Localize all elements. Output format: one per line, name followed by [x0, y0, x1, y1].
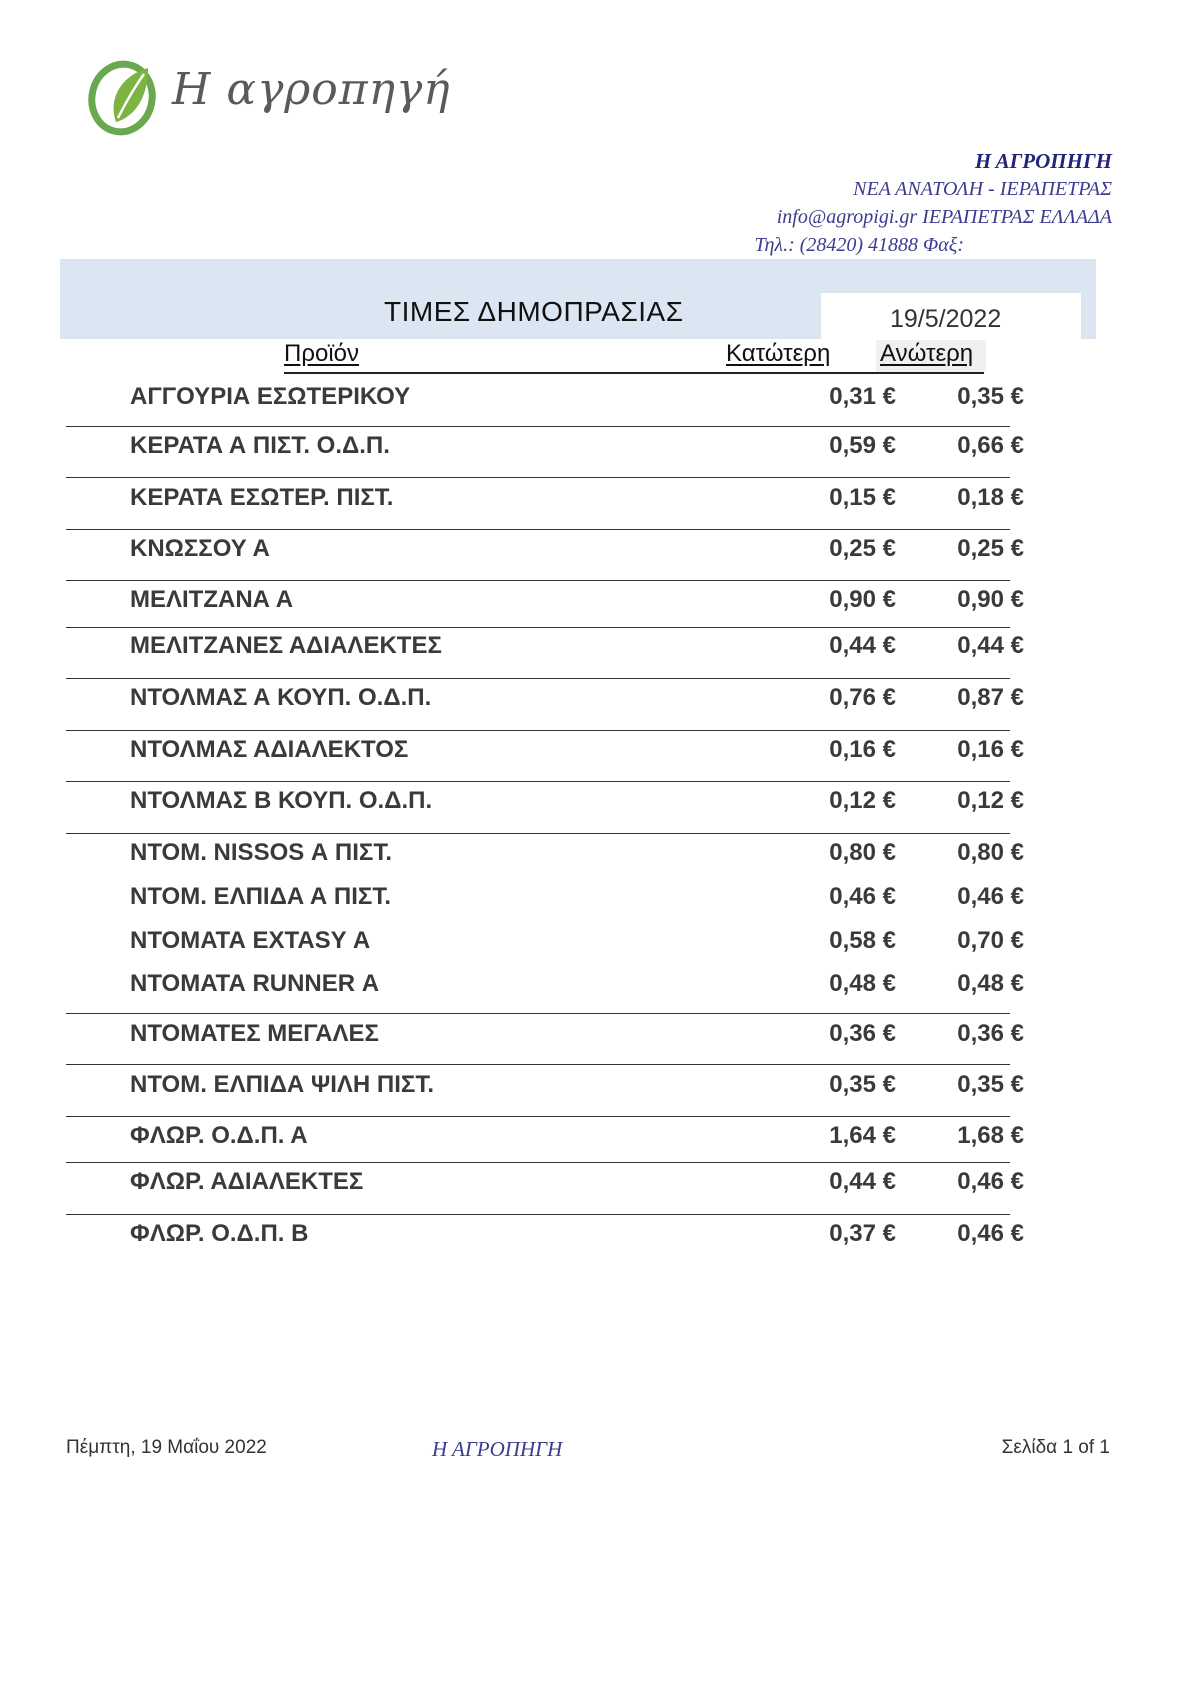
row-divider — [66, 477, 1010, 478]
price-high: 0,66 € — [957, 432, 1024, 459]
table-row — [66, 1020, 1024, 1060]
product-name: ΝΤΟΛΜΑΣ Α ΚΟΥΠ. Ο.Δ.Π. — [130, 684, 432, 711]
product-name: ΝΤΟΜ. ΕΛΠΙΔΑ ΨΙΛΗ ΠΙΣΤ. — [130, 1071, 435, 1098]
table-row — [66, 632, 1024, 672]
price-high: 0,90 € — [957, 586, 1024, 613]
row-divider — [66, 730, 1010, 731]
product-name: ΑΓΓΟΥΡΙΑ ΕΣΩΤΕΡΙΚΟΥ — [130, 383, 411, 410]
table-row — [66, 684, 1024, 724]
table-row — [66, 787, 1024, 827]
product-name: ΝΤΟΛΜΑΣ Β ΚΟΥΠ. Ο.Δ.Π. — [130, 787, 433, 814]
price-low: 0,80 € — [829, 839, 896, 866]
price-low: 0,76 € — [829, 684, 896, 711]
footer-company: Η ΑΓΡΟΠΗΓΗ — [432, 1437, 563, 1461]
price-high: 0,87 € — [957, 684, 1024, 711]
footer-date: Πέμπτη, 19 Μαΐου 2022 — [66, 1437, 267, 1458]
product-name: ΦΛΩΡ. ΑΔΙΑΛΕΚΤΕΣ — [130, 1168, 364, 1195]
product-name: ΦΛΩΡ. Ο.Δ.Π. Α — [130, 1122, 308, 1149]
table-row — [66, 1220, 1024, 1260]
price-low: 0,44 € — [829, 632, 896, 659]
column-header-product: Προϊόν — [284, 340, 360, 367]
table-row — [66, 1168, 1024, 1208]
price-high: 0,46 € — [957, 883, 1024, 910]
row-divider — [66, 1064, 1010, 1065]
price-high: 0,35 € — [957, 1071, 1024, 1098]
company-logo — [86, 52, 451, 152]
row-divider — [66, 833, 1010, 834]
table-row — [66, 484, 1024, 524]
row-divider — [66, 1162, 1010, 1163]
price-high: 0,48 € — [957, 970, 1024, 997]
product-name: ΝΤΟΜ. ΕΛΠΙΔΑ Α ΠΙΣΤ. — [130, 883, 392, 910]
product-name: ΚΕΡΑΤΑ Α ΠΙΣΤ. Ο.Δ.Π. — [130, 432, 390, 459]
table-row — [66, 970, 1024, 1010]
header-underline — [284, 372, 984, 374]
row-divider — [66, 1214, 1010, 1215]
product-name: ΦΛΩΡ. Ο.Δ.Π. Β — [130, 1220, 309, 1247]
price-low: 0,90 € — [829, 586, 896, 613]
company-info — [754, 147, 1112, 259]
price-high: 0,80 € — [957, 839, 1024, 866]
price-low: 0,31 € — [829, 383, 896, 410]
product-name: ΚΕΡΑΤΑ ΕΣΩΤΕΡ. ΠΙΣΤ. — [130, 484, 394, 511]
product-name: ΝΤΟΜΑΤΕΣ ΜΕΓΑΛΕΣ — [130, 1020, 379, 1047]
row-divider — [66, 426, 1010, 427]
column-header-high: Ανώτερη — [880, 340, 974, 367]
table-row — [66, 535, 1024, 575]
row-divider — [66, 781, 1010, 782]
table-row — [66, 736, 1024, 776]
price-high: 0,35 € — [957, 383, 1024, 410]
price-high: 0,16 € — [957, 736, 1024, 763]
price-low: 0,48 € — [829, 970, 896, 997]
product-name: ΚΝΩΣΣΟΥ Α — [130, 535, 270, 562]
price-high: 0,44 € — [957, 632, 1024, 659]
price-low: 0,36 € — [829, 1020, 896, 1047]
row-divider — [66, 1013, 1010, 1014]
price-low: 0,37 € — [829, 1220, 896, 1247]
logo-text: Η αγροπηγή — [172, 64, 451, 115]
price-high: 0,70 € — [957, 927, 1024, 954]
price-high: 0,36 € — [957, 1020, 1024, 1047]
table-row — [66, 927, 1024, 967]
price-low: 0,16 € — [829, 736, 896, 763]
page-title: ΤΙΜΕΣ ΔΗΜΟΠΡΑΣΙΑΣ — [384, 296, 684, 327]
price-low: 0,15 € — [829, 484, 896, 511]
table-row — [66, 883, 1024, 923]
table-row — [66, 1122, 1024, 1162]
row-divider — [66, 627, 1010, 628]
price-low: 0,58 € — [829, 927, 896, 954]
row-divider — [66, 678, 1010, 679]
product-name: ΜΕΛΙΤΖΑΝΑ Α — [130, 586, 294, 613]
company-address: ΝΕΑ ΑΝΑΤΟΛΗ - ΙΕΡΑΠΕΤΡΑΣ — [853, 178, 1112, 200]
company-name: Η ΑΓΡΟΠΗΓΗ — [974, 149, 1112, 173]
leaf-circle-icon — [86, 56, 166, 136]
auction-date: 19/5/2022 — [890, 305, 1002, 333]
price-low: 0,12 € — [829, 787, 896, 814]
table-row — [66, 432, 1024, 472]
product-name: ΝΤΟΜΑΤΑ RUNNER Α — [130, 970, 380, 997]
price-low: 0,59 € — [829, 432, 896, 459]
product-name: ΝΤΟΜ. NISSOS Α ΠΙΣΤ. — [130, 839, 393, 866]
table-row — [66, 1071, 1024, 1111]
price-low: 0,44 € — [829, 1168, 896, 1195]
price-high: 0,18 € — [957, 484, 1024, 511]
product-name: ΝΤΟΛΜΑΣ ΑΔΙΑΛΕΚΤΟΣ — [130, 736, 409, 763]
company-phone: Τηλ.: (28420) 41888 Φαξ: — [754, 234, 964, 256]
product-name: ΜΕΛΙΤΖΑΝΕΣ ΑΔΙΑΛΕΚΤΕΣ — [130, 632, 442, 659]
table-row — [66, 383, 1024, 423]
price-high: 0,25 € — [957, 535, 1024, 562]
footer-page-number: Σελίδα 1 of 1 — [1001, 1437, 1110, 1458]
table-row — [66, 839, 1024, 879]
price-high: 0,46 € — [957, 1168, 1024, 1195]
price-low: 0,25 € — [829, 535, 896, 562]
price-low: 0,46 € — [829, 883, 896, 910]
price-high: 1,68 € — [957, 1122, 1024, 1149]
row-divider — [66, 529, 1010, 530]
price-low: 1,64 € — [829, 1122, 896, 1149]
company-email: info@agropigi.gr ΙΕΡΑΠΕΤΡΑΣ ΕΛΛΑΔΑ — [776, 206, 1112, 228]
product-name: ΝΤΟΜΑΤΑ EXTASY Α — [130, 927, 371, 954]
column-header-low: Κατώτερη — [726, 340, 831, 367]
row-divider — [66, 1116, 1010, 1117]
price-low: 0,35 € — [829, 1071, 896, 1098]
row-divider — [66, 580, 1010, 581]
table-row — [66, 586, 1024, 626]
price-high: 0,12 € — [957, 787, 1024, 814]
price-high: 0,46 € — [957, 1220, 1024, 1247]
